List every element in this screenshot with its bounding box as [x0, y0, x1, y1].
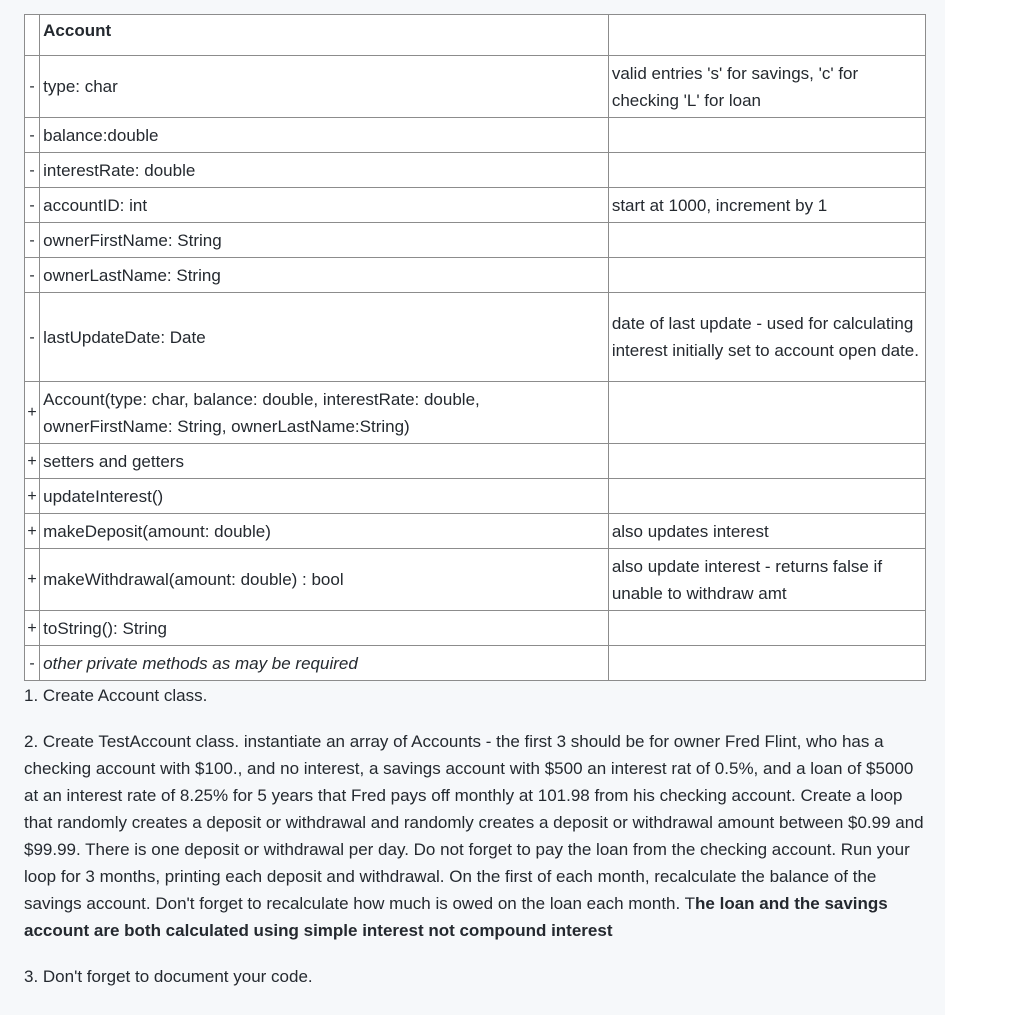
member-cell: Account(type: char, balance: double, interestRate: double, ownerFirstName: String, ownerLastName:String) — [40, 382, 609, 444]
table-row — [25, 188, 926, 223]
member-cell: makeDeposit(amount: double) — [40, 514, 609, 549]
member-cell: lastUpdateDate: Date — [40, 293, 609, 382]
member-cell: balance:double — [40, 118, 609, 153]
step-1: 1. Create Account class. — [24, 686, 208, 705]
member-cell: accountID: int — [40, 188, 609, 223]
note-cell — [608, 382, 925, 444]
visibility-marker: - — [25, 188, 40, 223]
note-cell: start at 1000, increment by 1 — [608, 188, 925, 223]
note-cell — [608, 646, 925, 681]
note-cell — [608, 15, 925, 56]
member-cell: interestRate: double — [40, 153, 609, 188]
visibility-marker: + — [25, 382, 40, 444]
visibility-marker: - — [25, 118, 40, 153]
step-2-bold-text: he loan and the savings account are both calculated using simple interest not compound interest — [24, 894, 888, 940]
table-row — [25, 223, 926, 258]
instructions — [24, 682, 929, 990]
visibility-marker: + — [25, 444, 40, 479]
table-row — [25, 514, 926, 549]
account-class-table — [24, 14, 926, 681]
member-cell: setters and getters — [40, 444, 609, 479]
table-row — [25, 549, 926, 611]
visibility-cell — [25, 15, 40, 56]
note-cell: valid entries 's' for savings, 'c' for checking 'L' for loan — [608, 56, 925, 118]
member-cell: other private methods as may be required — [40, 646, 609, 681]
note-cell — [608, 444, 925, 479]
note-cell — [608, 258, 925, 293]
table-row — [25, 382, 926, 444]
visibility-marker: - — [25, 646, 40, 681]
note-cell — [608, 118, 925, 153]
note-cell — [608, 611, 925, 646]
step-3: 3. Don't forget to document your code. — [24, 967, 313, 986]
visibility-marker: + — [25, 479, 40, 514]
class-name: Account — [40, 15, 609, 56]
visibility-marker: - — [25, 153, 40, 188]
visibility-marker: - — [25, 223, 40, 258]
note-cell — [608, 223, 925, 258]
step-2 — [24, 728, 929, 944]
note-cell: also updates interest — [608, 514, 925, 549]
visibility-marker: - — [25, 258, 40, 293]
step-2-text: 2. Create TestAccount class. instantiate an array of Accounts - the first 3 should be for owner Fred Flint, who has a checking account with $100., and no interest, a savings account with $500 an interest rat of 0.5%, and a loan of $5000 at an interest rate of 8.25% for 5 years that Fred pays off monthly at 101.98 from his checking account. Create a loop that randomly creates a deposit or withdrawal and randomly creates a deposit or withdrawal amount between $0.99 and $99.99. There is one deposit or withdrawal per day. Do not forget to pay the loan from the checking account. Run your loop for 3 months, printing each deposit and withdrawal. On the first of each month, recalculate the balance of the savings account. Don't forget to recalculate how much is owed on the loan each month. T — [24, 732, 924, 913]
table-row — [25, 258, 926, 293]
table-row — [25, 118, 926, 153]
member-cell: toString(): String — [40, 611, 609, 646]
table-row — [25, 646, 926, 681]
note-cell: date of last update - used for calculating interest initially set to account open date. — [608, 293, 925, 382]
table-header-row — [25, 15, 926, 56]
note-cell: also update interest - returns false if unable to withdraw amt — [608, 549, 925, 611]
visibility-marker: + — [25, 611, 40, 646]
visibility-marker: - — [25, 293, 40, 382]
member-cell: makeWithdrawal(amount: double) : bool — [40, 549, 609, 611]
member-cell: ownerLastName: String — [40, 258, 609, 293]
member-cell: updateInterest() — [40, 479, 609, 514]
note-cell — [608, 153, 925, 188]
note-cell — [608, 479, 925, 514]
table-row — [25, 153, 926, 188]
table-row — [25, 479, 926, 514]
table-row — [25, 611, 926, 646]
table-row — [25, 444, 926, 479]
visibility-marker: - — [25, 56, 40, 118]
member-cell: type: char — [40, 56, 609, 118]
visibility-marker: + — [25, 514, 40, 549]
table-row — [25, 56, 926, 118]
member-cell: ownerFirstName: String — [40, 223, 609, 258]
visibility-marker: + — [25, 549, 40, 611]
table-row — [25, 293, 926, 382]
